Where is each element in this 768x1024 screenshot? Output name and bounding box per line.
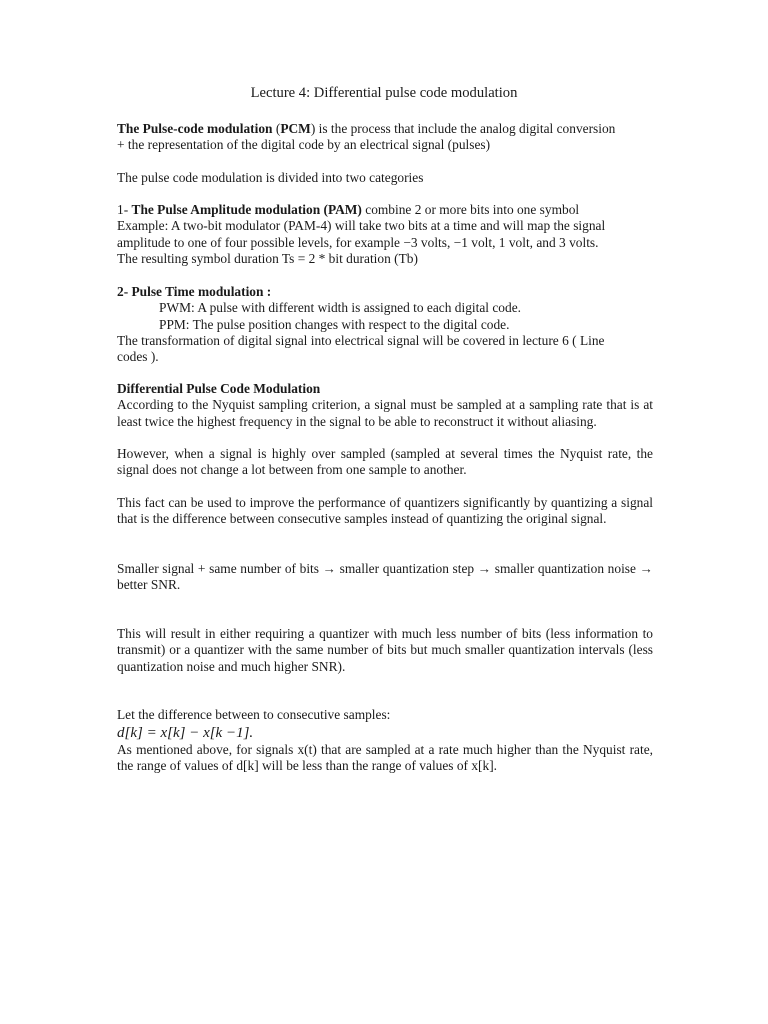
pam-paragraph (117, 202, 653, 267)
range-paragraph: As mentioned above, for signals x(t) that are sampled at a rate much higher than the Nyquist rate, the range of values of d[k] will be less than the range of values of x[k]. (117, 741, 653, 773)
difference-equation: d[k] = x[k] − x[k −1]. (117, 725, 254, 742)
quantizer-paragraph: This fact can be used to improve the performance of quantizers significantly by quantizing a signal that is the difference between consecutive samples instead of quantizing the original signal. (117, 495, 653, 527)
categories-paragraph (117, 170, 653, 186)
snr-block (117, 561, 653, 594)
page-title: Lecture 4: Differential pulse code modulation (250, 85, 518, 101)
pwm-line: PWM: A pulse with different width is assigned to each digital code. (159, 300, 521, 316)
difference-block (117, 707, 653, 774)
result-paragraph: This will result in either requiring a quantizer with much less number of bits (less information to transmit) or a quantizer with the same number of bits but much smaller quantization intervals (less quantization noise and much higher SNR). (117, 626, 653, 674)
pam-duration-line: The resulting symbol duration Ts = 2 * bit duration (Tb) (117, 250, 418, 266)
dpcm-heading: Differential Pulse Code Modulation (117, 381, 321, 396)
snr-paragraph: Smaller signal + same number of bits → smaller quantization step → smaller quantization noise → better SNR. (117, 561, 653, 593)
ptm-transform-line: The transformation of digital signal into electrical signal will be covered in lecture 6 ( Line (117, 332, 605, 348)
pcm-definition: ) is the process that include the analog digital conversion (310, 121, 616, 136)
ptm-paragraph (117, 284, 653, 365)
nyquist-paragraph: According to the Nyquist sampling criterion, a signal must be sampled at a sampling rate that is at least twice the highest frequency in the signal to be able to reconstruct it without aliasing. (117, 397, 653, 429)
oversample-paragraph: However, when a signal is highly over sampled (sampled at several times the Nyquist rate, the signal does not change a lot between from one sample to another. (117, 446, 653, 478)
pcm-abbr-open: ( (272, 121, 281, 136)
difference-intro: Let the difference between to consecutive samples: (117, 707, 391, 722)
pcm-abbr: PCM (280, 121, 311, 136)
quantizer-block (117, 495, 653, 528)
ppm-line: PPM: The pulse position changes with respect to the digital code. (159, 316, 510, 332)
pcm-term: The Pulse-code modulation (117, 121, 273, 136)
pcm-line-2: + the representation of the digital code by an electrical signal (pulses) (117, 137, 491, 153)
result-block (117, 626, 653, 675)
pam-definition: combine 2 or more bits into one symbol (361, 202, 580, 217)
categories-text: The pulse code modulation is divided into two categories (117, 170, 424, 185)
dpcm-intro (117, 381, 653, 430)
pam-number: 1- (117, 202, 132, 217)
ptm-transform-line-2: codes ). (117, 349, 159, 365)
pam-example-line: Example: A two-bit modulator (PAM-4) will take two bits at a time and will map the signal (117, 218, 606, 234)
pam-term: The Pulse Amplitude modulation (PAM) (131, 202, 362, 217)
pam-levels-line: amplitude to one of four possible levels, for example −3 volts, −1 volt, 1 volt, and 3 volts. (117, 234, 599, 250)
ptm-heading: 2- Pulse Time modulation : (117, 284, 272, 299)
pcm-paragraph (117, 121, 653, 154)
oversample-block (117, 446, 653, 479)
